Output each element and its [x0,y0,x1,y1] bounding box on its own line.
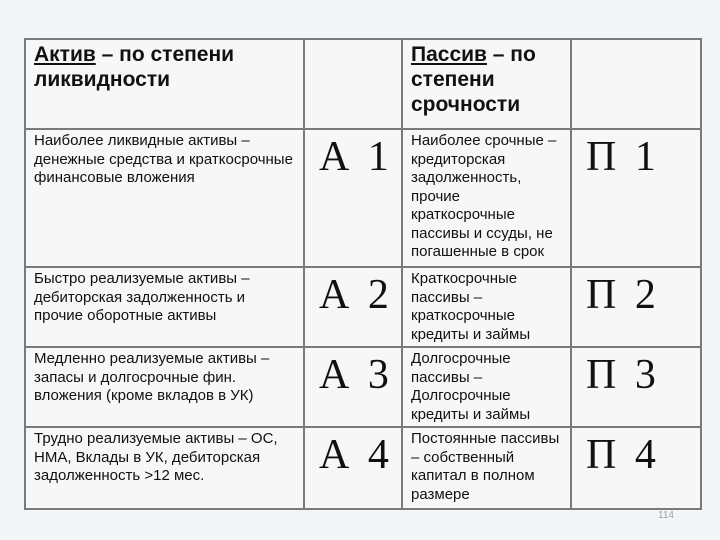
asset-description: Наиболее ликвидные активы – денежные средства и краткосрочные финансовые вложения [25,129,304,267]
liability-header-rest: – по степени срочности [411,43,536,116]
liability-description: Краткосрочные пассивы – краткосрочные кредиты и займы [402,267,571,347]
asset-code: А 4 [304,427,402,509]
asset-code: А 2 [304,267,402,347]
liability-code: П 4 [571,427,701,509]
asset-header [25,39,304,129]
page-number: 114 [658,510,674,521]
table-row [25,267,701,347]
table-row [25,347,701,427]
liability-code: П 3 [571,347,701,427]
liability-description: Долгосрочные пассивы – Долгосрочные кредиты и займы [402,347,571,427]
liquidity-table [24,38,702,510]
liability-header [402,39,571,129]
asset-description: Медленно реализуемые активы – запасы и долгосрочные фин. вложения (кроме вкладов в УК) [25,347,304,427]
liability-code: П 1 [571,129,701,267]
asset-code-header [304,39,402,129]
asset-code: А 3 [304,347,402,427]
asset-description: Трудно реализуемые активы – ОС, НМА, Вклады в УК, дебиторская задолженность >12 мес. [25,427,304,509]
liability-description: Постоянные пассивы – собственный капитал в полном размере [402,427,571,509]
asset-code: А 1 [304,129,402,267]
asset-header-title: Актив [34,43,96,66]
table-row [25,427,701,509]
asset-description: Быстро реализуемые активы – дебиторская задолженность и прочие оборотные активы [25,267,304,347]
table-row [25,129,701,267]
liability-code-header [571,39,701,129]
asset-header-rest: – по степени ликвидности [34,43,235,91]
liability-header-title: Пассив [411,43,487,66]
liability-description: Наиболее срочные – кредиторская задолженность, прочие краткосрочные пассивы и ссуды, не погашенные в срок [402,129,571,267]
liability-code: П 2 [571,267,701,347]
header-row [25,39,701,129]
